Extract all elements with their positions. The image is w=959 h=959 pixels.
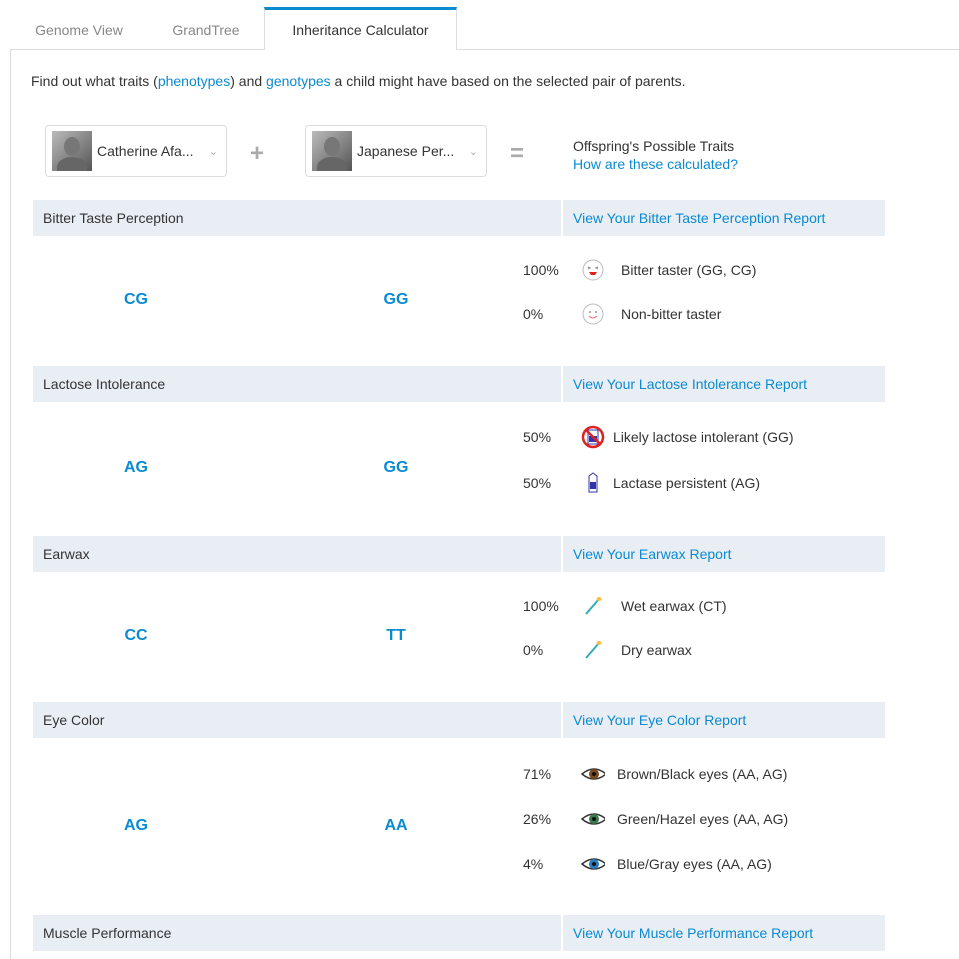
view-report-link[interactable]: View Your Earwax Report (573, 546, 732, 562)
trait-name: Lactose Intolerance (33, 366, 561, 402)
parent2-select[interactable] (305, 125, 487, 177)
offspring-trait-row (523, 638, 692, 662)
avatar (52, 131, 92, 171)
offspring-trait-row (523, 807, 788, 831)
trait-section (33, 702, 885, 915)
blue-eye-icon (581, 852, 605, 876)
parent2-genotype: AA (384, 816, 408, 834)
trait-section (33, 915, 885, 951)
parent1-select[interactable] (45, 125, 227, 177)
trait-name: Bitter Taste Perception (33, 200, 561, 236)
smiley-icon (581, 302, 605, 326)
offspring-trait-row (523, 425, 794, 449)
section-body (33, 738, 885, 915)
section-body (33, 572, 885, 702)
view-report-link[interactable]: View Your Muscle Performance Report (573, 925, 814, 941)
chevron-down-icon: ⌄ (208, 145, 218, 158)
equals-sign: = (510, 140, 525, 167)
trait-label: Brown/Black eyes (AA, AG) (617, 766, 788, 782)
parent1-name: Catherine Afa... (97, 143, 194, 159)
parent1-genotype: AG (124, 459, 148, 476)
offspring-heading (573, 137, 738, 173)
trait-probability: 0% (523, 306, 544, 322)
section-header (33, 915, 885, 951)
trait-probability: 4% (523, 856, 544, 872)
view-report-link[interactable]: View Your Eye Color Report (573, 712, 747, 728)
intro-pre: Find out what traits ( (31, 73, 158, 89)
view-report-link[interactable]: View Your Bitter Taste Perception Report (573, 210, 826, 226)
trait-name: Earwax (33, 536, 561, 572)
parent2-genotype: TT (386, 627, 406, 644)
parent2-genotype: GG (383, 459, 409, 476)
avatar (312, 131, 352, 171)
offspring-trait-row (523, 258, 756, 282)
trait-probability: 100% (523, 598, 559, 614)
report-link-cell (563, 702, 885, 738)
milk-carton-icon (581, 471, 605, 495)
trait-probability: 100% (523, 262, 559, 278)
trait-label: Dry earwax (621, 642, 692, 658)
trait-section (33, 536, 885, 702)
trait-label: Wet earwax (CT) (621, 598, 727, 614)
report-link-cell (563, 366, 885, 402)
trait-probability: 26% (523, 811, 552, 827)
cotton-swab-icon (581, 638, 605, 662)
cotton-swab-icon (581, 594, 605, 618)
tab-inheritance-calculator[interactable]: Inheritance Calculator (264, 7, 457, 50)
parent1-genotype: CG (124, 291, 148, 308)
trait-probability: 0% (523, 642, 544, 658)
trait-probability: 50% (523, 429, 552, 445)
report-link-cell (563, 200, 885, 236)
section-header (33, 366, 885, 402)
chevron-down-icon: ⌄ (468, 145, 478, 158)
trait-label: Lactase persistent (AG) (613, 475, 761, 491)
trait-label: Non-bitter taster (621, 306, 722, 322)
offspring-trait-row (523, 302, 721, 326)
section-header (33, 536, 885, 572)
view-report-link[interactable]: View Your Lactose Intolerance Report (573, 376, 808, 392)
how-calculated-link[interactable]: How are these calculated? (573, 156, 738, 172)
offspring-trait-row (523, 471, 760, 495)
parent1-genotype: CC (124, 627, 148, 644)
trait-section (33, 200, 885, 366)
trait-section (33, 366, 885, 536)
phenotypes-link[interactable]: phenotypes (157, 73, 231, 89)
section-body (33, 402, 885, 536)
tongue-face-icon (581, 258, 605, 282)
tab-genome-view[interactable]: Genome View (35, 22, 123, 38)
parent1-genotype: AG (124, 816, 148, 834)
parent2-genotype: GG (383, 291, 409, 308)
trait-label: Bitter taster (GG, CG) (621, 262, 757, 278)
offspring-trait-row (523, 594, 727, 618)
brown-eye-icon (581, 762, 605, 786)
offspring-trait-row (523, 852, 772, 876)
section-header (33, 702, 885, 738)
trait-name: Muscle Performance (33, 915, 561, 951)
no-milk-icon (581, 425, 605, 449)
trait-probability: 50% (523, 475, 552, 491)
tab-bar (10, 7, 959, 50)
tab-grandtree[interactable]: GrandTree (172, 22, 240, 38)
trait-label: Green/Hazel eyes (AA, AG) (617, 811, 789, 827)
section-header (33, 200, 885, 236)
report-link-cell (563, 915, 885, 951)
intro-post: a child might have based on the selected pair of parents. (330, 73, 686, 89)
offspring-title: Offspring's Possible Traits (573, 138, 735, 154)
section-body (33, 236, 885, 366)
intro-text (31, 73, 686, 89)
plus-sign: + (250, 140, 265, 167)
green-eye-icon (581, 807, 605, 831)
offspring-trait-row (523, 762, 787, 786)
parent2-name: Japanese Per... (357, 143, 455, 159)
trait-label: Blue/Gray eyes (AA, AG) (617, 856, 772, 872)
trait-label: Likely lactose intolerant (GG) (613, 429, 794, 445)
trait-probability: 71% (523, 766, 552, 782)
intro-mid: ) and (230, 73, 267, 89)
genotypes-link[interactable]: genotypes (266, 73, 331, 89)
report-link-cell (563, 536, 885, 572)
trait-name: Eye Color (33, 702, 561, 738)
